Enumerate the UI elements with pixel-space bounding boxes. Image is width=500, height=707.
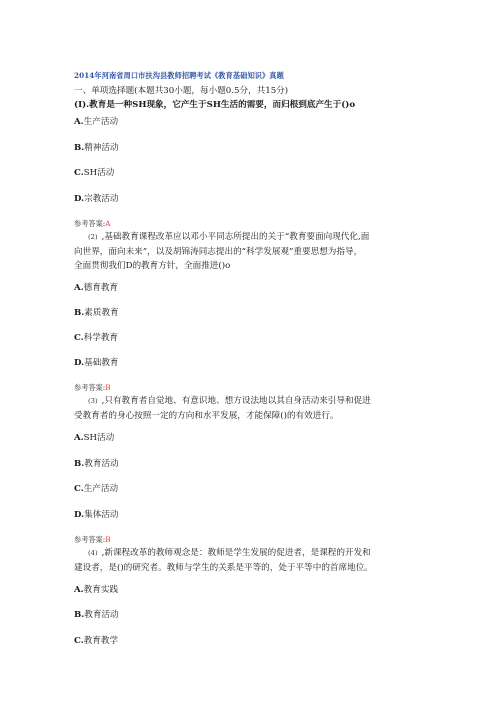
question-1-option-b[interactable]: B.精神活动 — [74, 143, 119, 153]
question-3-option-d[interactable]: D.集体活动 — [74, 510, 119, 520]
question-3-option-c[interactable]: C.生产活动 — [74, 484, 119, 494]
question-2-answer: 参考答案:B — [74, 383, 111, 392]
question-3-option-a[interactable]: A.SH活动 — [74, 433, 115, 443]
question-3-number: (3) — [88, 397, 98, 405]
answer-value: B — [105, 535, 111, 544]
answer-value: A — [105, 219, 111, 228]
question-1-answer: 参考答案:A — [74, 219, 111, 228]
question-2-number: (2) — [88, 233, 98, 241]
question-1 — [74, 98, 355, 110]
document-title: 2014年河南省周口市扶沟县教师招聘考试《教育基础知识》真题 — [74, 71, 284, 80]
question-4-option-a[interactable]: A.教育实践 — [74, 585, 119, 595]
answer-value: B — [105, 383, 111, 392]
question-4-option-b[interactable]: B.教育活动 — [74, 610, 119, 620]
question-4: (4) ,新课程改革的教师观念是：教师是学生发展的促进者，是课程的开发和 建设者，是()的研究者。教师与学生的关系是平等的，处于平等中的首席地位。 — [74, 548, 373, 573]
question-1-option-a[interactable]: A.生产活动 — [74, 117, 119, 127]
question-4-number: (4) — [88, 549, 98, 557]
question-2-option-d[interactable]: D.基础教育 — [74, 358, 119, 368]
question-1-number: (I). — [74, 100, 90, 110]
question-2-option-c[interactable]: C.科学教育 — [74, 333, 119, 343]
section-heading: 一、单项选择题(本题共30小题，每小题0.5分，共15分) — [74, 86, 289, 96]
question-2-option-b[interactable]: B.素质教育 — [74, 308, 119, 318]
question-3-option-b[interactable]: B.教育活动 — [74, 459, 119, 469]
question-1-text: 教育是一种SH现象，它产生于SH生活的需要，而归根到底产生于()o — [89, 100, 356, 110]
question-3-answer: 参考答案:B — [74, 535, 111, 544]
question-4-option-c[interactable]: C.教育教学 — [74, 636, 119, 646]
question-2: (2) ,基础教育课程改革应以邓小平同志所提出的关于“教育要面向现代化,面 向世界，面向未来”，以及胡锦涛同志提出的“科学发展观”重要思想为指导， 全面贯彻我们D的教育方针，全面推进()o — [74, 232, 370, 272]
question-2-option-a[interactable]: A.德育教育 — [74, 283, 119, 293]
question-1-option-c[interactable]: C.SH活动 — [74, 168, 115, 178]
question-3: (3) ,只有教育者自觉地、有意识地、想方设法地以其自身活动来引导和促进 受教育者的身心按照一定的方向和水平发展，才能保障()的有效进行。 — [74, 396, 371, 421]
question-1-option-d[interactable]: D.宗教活动 — [74, 194, 119, 204]
